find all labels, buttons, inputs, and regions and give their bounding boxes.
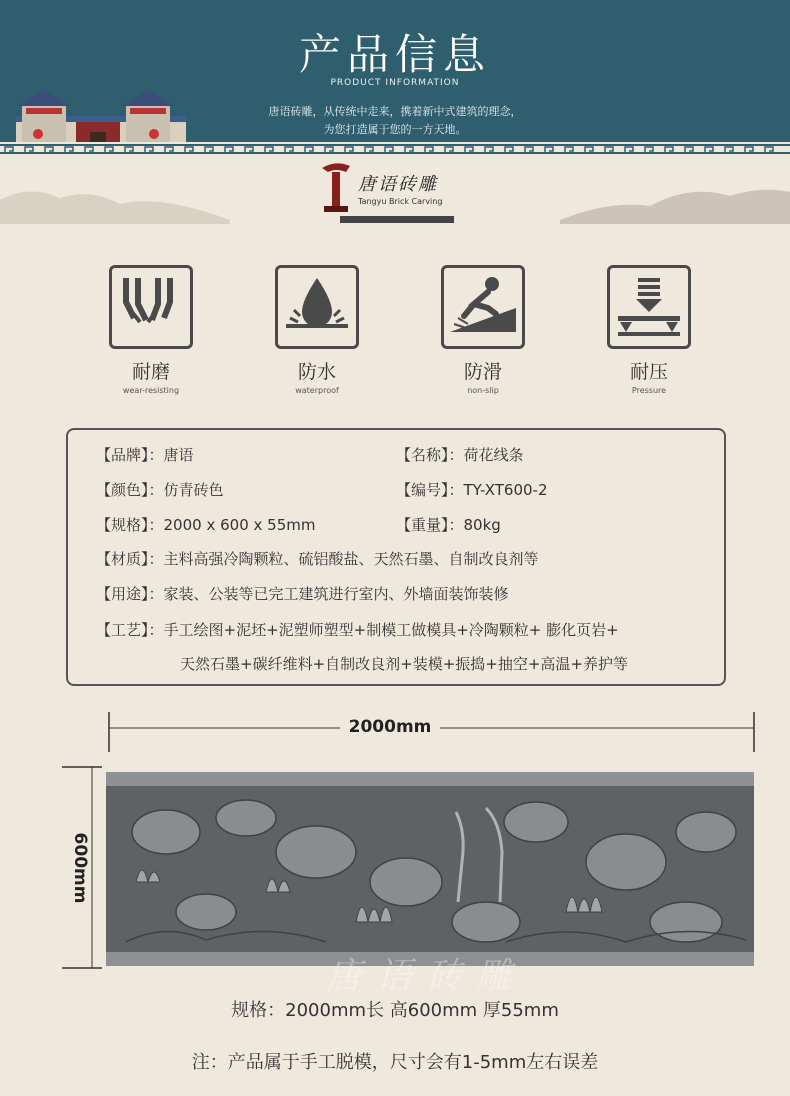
feature-label: 耐压 bbox=[629, 361, 668, 383]
feature-waterproof bbox=[262, 265, 372, 395]
brand-watermark: 唐语砖雕 bbox=[326, 956, 527, 997]
spec-name bbox=[396, 444, 524, 465]
spec-value: 天然石墨+碳纤维料+自制改良剂+装模+振捣+抽空+高温+养护等 bbox=[180, 655, 628, 673]
feature-label: 耐磨 bbox=[131, 361, 170, 383]
spec-label: 【工艺】： bbox=[96, 621, 164, 639]
spec-value: 手工绘图+泥坯+泥塑师塑型+制模工做模具+冷陶颗粒+ 膨化页岩+ bbox=[163, 621, 619, 639]
spec-label: 【颜色】： bbox=[96, 481, 164, 499]
spec-label: 【用途】： bbox=[96, 585, 164, 603]
spec-material bbox=[96, 548, 539, 569]
spec-value: 唐语 bbox=[163, 446, 194, 464]
spec-value: TY-XT600-2 bbox=[463, 481, 548, 499]
logo-underline-bar bbox=[340, 216, 454, 223]
spec-craft bbox=[96, 619, 619, 640]
ink-mountain-left bbox=[0, 180, 230, 224]
spec-label: 【编号】： bbox=[396, 481, 464, 499]
height-label: 600mm bbox=[70, 832, 90, 904]
spec-color bbox=[96, 479, 224, 500]
header-banner bbox=[0, 0, 790, 150]
lotus-relief-panel-image bbox=[106, 772, 754, 966]
spec-brand bbox=[96, 444, 194, 465]
spec-summary: 规格：2000mm长 高600mm 厚55mm bbox=[231, 1000, 559, 1021]
spec-value: 仿青砖色 bbox=[163, 481, 224, 499]
non-slip-icon bbox=[441, 265, 525, 349]
feature-label-en: Pressure bbox=[631, 386, 667, 395]
spec-value: 主料高强冷陶颗粒、硫铝酸盐、天然石墨、自制改良剂等 bbox=[163, 550, 539, 568]
feature-label-en: wear-resisting bbox=[122, 386, 180, 395]
spec-label: 【名称】： bbox=[396, 446, 464, 464]
spec-craft-continued bbox=[180, 653, 628, 674]
width-label: 2000mm bbox=[340, 717, 440, 737]
brand-logo-english: Tangyu Brick Carving bbox=[358, 197, 443, 206]
page-title: 产品信息 bbox=[298, 30, 491, 79]
feature-label: 防水 bbox=[297, 361, 336, 383]
page-subtitle: PRODUCT INFORMATION bbox=[330, 78, 460, 88]
spec-usage bbox=[96, 583, 509, 604]
decorative-fret-border bbox=[0, 142, 790, 156]
feature-label-en: non-slip bbox=[467, 386, 499, 395]
ink-mountain-right bbox=[560, 180, 790, 224]
spec-label: 【重量】： bbox=[396, 516, 464, 534]
size-tolerance-note: 注：产品属于手工脱模，尺寸会有1-5mm左右误差 bbox=[191, 1052, 599, 1073]
spec-value: 家装、公装等已完工建筑进行室内、外墙面装饰装修 bbox=[163, 585, 509, 603]
spec-value: 2000 x 600 x 55mm bbox=[163, 516, 316, 534]
spec-code bbox=[396, 479, 548, 500]
brand-logo-icon bbox=[318, 160, 354, 216]
spec-value: 80kg bbox=[463, 516, 501, 534]
spec-weight bbox=[396, 514, 501, 535]
pressure-icon bbox=[607, 265, 691, 349]
brand-logo-text: 唐语砖雕 bbox=[358, 174, 438, 195]
header-slogan-line-2: 为您打造属于您的一方天地。 bbox=[323, 123, 467, 136]
header-slogan-line-1: 唐语砖雕，从传统中走来，携着新中式建筑的理念， bbox=[268, 105, 522, 118]
feature-wear-resisting bbox=[96, 265, 206, 395]
spec-label: 【规格】： bbox=[96, 516, 164, 534]
spec-label: 【材质】： bbox=[96, 550, 164, 568]
wear-resisting-icon bbox=[109, 265, 193, 349]
feature-non-slip bbox=[428, 265, 538, 395]
gate-tower-illustration bbox=[16, 86, 186, 150]
spec-value: 荷花线条 bbox=[463, 446, 524, 464]
feature-label: 防滑 bbox=[463, 361, 502, 383]
feature-label-en: waterproof bbox=[295, 386, 339, 395]
feature-pressure bbox=[594, 265, 704, 395]
spec-size bbox=[96, 514, 315, 535]
waterproof-drop-icon bbox=[275, 265, 359, 349]
spec-label: 【品牌】： bbox=[96, 446, 164, 464]
